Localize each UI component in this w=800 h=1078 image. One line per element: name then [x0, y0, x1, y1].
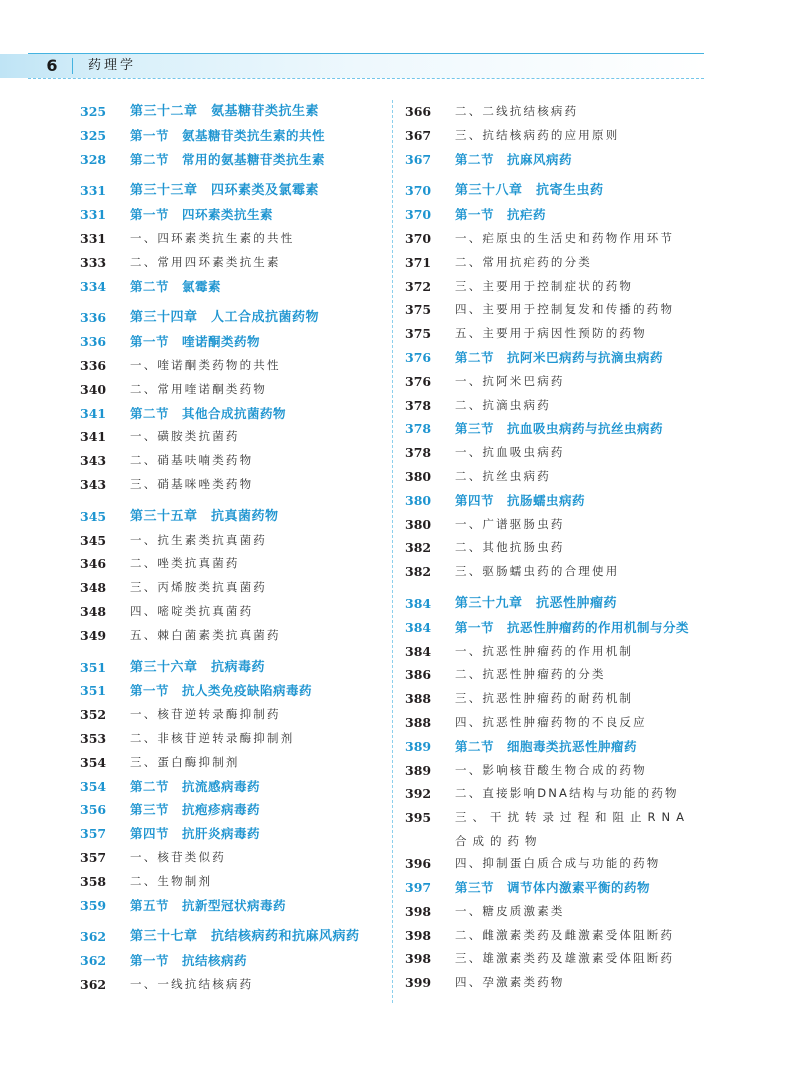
- toc-entry-title: 五、棘白菌素类抗真菌药: [130, 627, 281, 642]
- toc-entry-title: 二、直接影响DNA结构与功能的药物: [455, 786, 679, 801]
- toc-page-number: 357: [80, 849, 107, 865]
- toc-item-row: [405, 782, 723, 806]
- toc-page-number: 380: [405, 468, 432, 484]
- toc-item-row: [405, 465, 723, 489]
- toc-page-number: 380: [405, 516, 432, 532]
- toc-item-row: [405, 900, 723, 924]
- toc-entry-title: 第五节 抗新型冠状病毒药: [130, 897, 287, 913]
- toc-entry-title: 第三十七章 抗结核病药和抗麻风病药: [130, 929, 360, 945]
- toc-item-row: [80, 870, 400, 894]
- toc-item-row: [405, 663, 723, 687]
- toc-page-number: 371: [405, 254, 432, 270]
- toc-entry-title: 第一节 抗疟药: [455, 207, 547, 223]
- column-divider: [392, 100, 393, 1003]
- toc-entry-title: 一、核苷类似药: [130, 849, 226, 864]
- toc-item-row: [80, 529, 400, 553]
- toc-page-number: 398: [405, 903, 432, 919]
- toc-page-number: 331: [80, 230, 107, 246]
- toc-entry-title: 二、其他抗肠虫药: [455, 540, 565, 555]
- toc-page-number: 370: [405, 183, 432, 199]
- toc-entry-title: 三、抗恶性肿瘤药的耐药机制: [455, 691, 634, 706]
- toc-entry-title: 一、核苷逆转录酶抑制药: [130, 707, 281, 722]
- toc-page-number: 384: [405, 595, 432, 611]
- toc-entry-title: 四、抑制蛋白质合成与功能的药物: [455, 856, 661, 871]
- toc-page-number: 359: [80, 897, 107, 913]
- toc-page-number: 376: [405, 373, 432, 389]
- toc-page-number: 362: [80, 953, 107, 969]
- toc-section-row: [80, 148, 400, 172]
- toc-entry-title: 第三十八章 抗寄生虫药: [455, 183, 604, 199]
- toc-item-row: [405, 370, 723, 394]
- toc-page-number: 341: [80, 429, 107, 445]
- toc-entry-title: 第三十九章 抗恶性肿瘤药: [455, 595, 618, 611]
- toc-entry-title: 二、抗丝虫病药: [455, 468, 551, 483]
- toc-item-row: [405, 711, 723, 735]
- toc-page-number: 325: [80, 127, 107, 143]
- toc-section-row: [405, 616, 723, 640]
- toc-entry-title: 一、抗生素类抗真菌药: [130, 532, 267, 547]
- toc-chapter-row: [80, 179, 400, 203]
- toc-page-number: 351: [80, 683, 107, 699]
- toc-item-row: [80, 576, 400, 600]
- toc-page-number: 343: [80, 476, 107, 492]
- toc-page-number: 395: [405, 810, 432, 826]
- toc-item-row: [80, 251, 400, 275]
- toc-section-row: [80, 949, 400, 973]
- header-bottom-rule: [28, 78, 704, 79]
- toc-entry-title: 第一节 喹诺酮类药物: [130, 334, 261, 350]
- toc-item-row: [405, 100, 723, 124]
- toc-entry-title: 第一节 氨基糖苷类抗生素的共性: [130, 127, 326, 143]
- toc-entry-title: 四、嘧啶类抗真菌药: [130, 603, 254, 618]
- toc-section-row: [80, 894, 400, 918]
- toc-item-row: [80, 973, 400, 997]
- toc-item-row: [405, 298, 723, 322]
- toc-item-row: [405, 322, 723, 346]
- book-title: 药理学: [88, 58, 137, 73]
- toc-page-number: 340: [80, 381, 107, 397]
- toc-entry-title: 第二节 抗麻风病药: [455, 151, 573, 167]
- toc-item-row: [80, 703, 400, 727]
- toc-item-row: [80, 600, 400, 624]
- toc-section-row: [80, 330, 400, 354]
- toc-page-number: 349: [80, 627, 107, 643]
- toc-chapter-row: [80, 925, 400, 949]
- toc-page-number: 328: [80, 151, 107, 167]
- toc-page-number: 389: [405, 738, 432, 754]
- toc-section-row: [80, 679, 400, 703]
- toc-page-number: 348: [80, 580, 107, 596]
- toc-item-row: [80, 624, 400, 648]
- toc-item-row: [405, 852, 723, 876]
- toc-section-row: [405, 148, 723, 172]
- toc-page-number: 331: [80, 183, 107, 199]
- toc-entry-title: 第二节 其他合成抗菌药物: [130, 405, 287, 421]
- toc-page-number: 375: [405, 326, 432, 342]
- toc-page-number: 357: [80, 826, 107, 842]
- toc-entry-title: 二、雌激素类药及雌激素受体阻断药: [455, 927, 675, 942]
- toc-page-number: 380: [405, 492, 432, 508]
- toc-entry-title: 第三十四章 人工合成抗菌药物: [130, 310, 320, 326]
- toc-page-number: 376: [405, 349, 432, 365]
- toc-entry-title: 二、常用四环素类抗生素: [130, 254, 281, 269]
- toc-item-row: [405, 947, 723, 971]
- toc-entry-title: 第二节 氯霉素: [130, 278, 222, 294]
- toc-item-row: [405, 924, 723, 948]
- toc-entry-title: 第四节 抗肝炎病毒药: [130, 826, 261, 842]
- toc-page-number: 388: [405, 714, 432, 730]
- header-divider: [72, 58, 73, 74]
- toc-item-row: [405, 275, 723, 299]
- toc-section-row: [80, 124, 400, 148]
- toc-item-row: [405, 971, 723, 995]
- toc-page-number: 354: [80, 778, 107, 794]
- toc-entry-title: 一、糖皮质激素类: [455, 903, 565, 918]
- toc-page-number: 382: [405, 564, 432, 580]
- toc-entry-title: 一、喹诺酮类药物的共性: [130, 357, 281, 372]
- toc-item-row: [405, 251, 723, 275]
- toc-page-number: 362: [80, 976, 107, 992]
- toc-page-number: 398: [405, 927, 432, 943]
- toc-entry-title: 一、抗阿米巴病药: [455, 373, 565, 388]
- toc-entry-title: 三、蛋白酶抑制剂: [130, 754, 240, 769]
- toc-section-row: [405, 876, 723, 900]
- toc-section-row: [80, 798, 400, 822]
- toc-entry-title: 第三节 抗疱疹病毒药: [130, 802, 261, 818]
- toc-entry-title: 第三节 调节体内激素平衡的药物: [455, 879, 651, 895]
- toc-left-column: [80, 100, 400, 997]
- toc-item-row: [80, 552, 400, 576]
- toc-right-column: [405, 100, 723, 995]
- toc-page-number: 356: [80, 802, 107, 818]
- toc-entry-title: 第二节 抗阿米巴病药与抗滴虫病药: [455, 349, 664, 365]
- toc-item-row: [80, 378, 400, 402]
- toc-page-number: 372: [405, 278, 432, 294]
- toc-page-number: 325: [80, 104, 107, 119]
- toc-item-row: [405, 124, 723, 148]
- toc-entry-title: 一、磺胺类抗菌药: [130, 429, 240, 444]
- toc-item-row: [80, 425, 400, 449]
- toc-entry-title: 第一节 四环素类抗生素: [130, 207, 274, 223]
- toc-item-row: [405, 560, 723, 584]
- toc-entry-title: 第一节 抗结核病药: [130, 953, 248, 969]
- toc-entry-title: 二、硝基呋喃类药物: [130, 453, 254, 468]
- toc-page-number: 392: [405, 786, 432, 802]
- toc-page-number: 386: [405, 667, 432, 683]
- toc-entry-title: 二、抗滴虫病药: [455, 397, 551, 412]
- toc-section-row: [405, 203, 723, 227]
- toc-item-row: [80, 751, 400, 775]
- toc-item-row: [80, 846, 400, 870]
- toc-page-number: 367: [405, 127, 432, 143]
- toc-item-row: [80, 473, 400, 497]
- toc-item-row: [405, 687, 723, 711]
- toc-entry-title: 四、抗恶性肿瘤药物的不良反应: [455, 714, 647, 729]
- toc-item-row: [405, 227, 723, 251]
- toc-entry-title: 一、一线抗结核病药: [130, 976, 254, 991]
- toc-entry-title: 第一节 抗人类免疫缺陷病毒药: [130, 683, 313, 699]
- toc-page-number: 384: [405, 619, 432, 635]
- toc-entry-title: 第三十三章 四环素类及氯霉素: [130, 183, 320, 199]
- toc-entry-title: 二、生物制剂: [130, 873, 213, 888]
- toc-item-row: [405, 394, 723, 418]
- toc-item-row: [80, 227, 400, 251]
- toc-page-number: 348: [80, 603, 107, 619]
- toc-page-number: 375: [405, 302, 432, 318]
- toc-section-row: [405, 346, 723, 370]
- toc-entry-title: 一、广谱驱肠虫药: [455, 516, 565, 531]
- toc-item-row: [405, 759, 723, 783]
- toc-chapter-row: [405, 179, 723, 203]
- toc-page-number: 388: [405, 691, 432, 707]
- toc-page-number: 384: [405, 643, 432, 659]
- toc-entry-title: 三、抗结核病药的应用原则: [455, 127, 620, 142]
- toc-item-row: [405, 513, 723, 537]
- toc-page-number: 378: [405, 421, 432, 437]
- toc-page-number: 397: [405, 879, 432, 895]
- toc-entry-title: 四、孕激素类药物: [455, 975, 565, 990]
- toc-page-number: 362: [80, 929, 107, 945]
- toc-page-number: 353: [80, 730, 107, 746]
- toc-section-row: [405, 735, 723, 759]
- page-number: 6: [46, 56, 58, 75]
- toc-page-number: 346: [80, 556, 107, 572]
- toc-entry-title: 三、驱肠蠕虫药的合理使用: [455, 564, 620, 579]
- toc-entry-title: 二、常用抗疟药的分类: [455, 254, 592, 269]
- toc-entry-title: 二、非核苷逆转录酶抑制剂: [130, 730, 295, 745]
- toc-page-number: 389: [405, 762, 432, 778]
- toc-entry-title: 四、主要用于控制复发和传播的药物: [455, 302, 675, 317]
- toc-page-number: 367: [405, 151, 432, 167]
- toc-page-number: 333: [80, 254, 107, 270]
- toc-entry-title: 三、雄激素类药及雄激素受体阻断药: [455, 951, 675, 966]
- toc-page-number: 336: [80, 357, 107, 373]
- toc-entry-title: 第三十二章 氨基糖苷类抗生素: [130, 104, 320, 119]
- toc-entry-title: 一、疟原虫的生活史和药物作用环节: [455, 230, 675, 245]
- toc-page-number: 366: [405, 104, 432, 119]
- toc-section-row: [80, 203, 400, 227]
- toc-chapter-row: [80, 656, 400, 680]
- toc-entry-title: 一、影响核苷酸生物合成的药物: [455, 762, 647, 777]
- toc-section-row: [80, 822, 400, 846]
- toc-chapter-row: [80, 306, 400, 330]
- toc-page-number: 399: [405, 975, 432, 991]
- toc-page-number: 341: [80, 405, 107, 421]
- toc-page-number: 378: [405, 397, 432, 413]
- toc-section-row: [405, 489, 723, 513]
- toc-item-row: [80, 449, 400, 473]
- toc-entry-title: 五、主要用于病因性预防的药物: [455, 326, 647, 341]
- toc-entry-title: 三、硝基咪唑类药物: [130, 476, 254, 491]
- toc-entry-title: 第三十六章 抗病毒药: [130, 659, 266, 675]
- toc-page-number: 351: [80, 659, 107, 675]
- toc-page-number: 345: [80, 532, 107, 548]
- toc-page-number: 334: [80, 278, 107, 294]
- toc-item-row: [80, 727, 400, 751]
- toc-section-row: [80, 275, 400, 299]
- toc-page-number: 336: [80, 334, 107, 350]
- toc-page-number: 370: [405, 230, 432, 246]
- toc-page-number: 343: [80, 453, 107, 469]
- toc-item-row: [405, 536, 723, 560]
- toc-page-number: 352: [80, 707, 107, 723]
- toc-chapter-row: [405, 592, 723, 616]
- toc-page-number: 358: [80, 873, 107, 889]
- toc-entry-title: 一、抗血吸虫病药: [455, 445, 565, 460]
- toc-entry-title: 一、四环素类抗生素的共性: [130, 230, 295, 245]
- toc-page-number: 378: [405, 445, 432, 461]
- toc-entry-title: 二、常用喹诺酮类药物: [130, 381, 267, 396]
- toc-entry-title: 三、干扰转录过程和阻止RNA合成的药物: [455, 810, 690, 848]
- toc-page-number: 354: [80, 754, 107, 770]
- toc-item-row: [405, 640, 723, 664]
- toc-entry-title: 第三节 抗血吸虫病药与抗丝虫病药: [455, 421, 664, 437]
- toc-section-row: [405, 417, 723, 441]
- toc-entry-title: 二、二线抗结核病药: [455, 104, 579, 118]
- toc-entry-title: 第二节 细胞毒类抗恶性肿瘤药: [455, 738, 638, 754]
- toc-page-number: 331: [80, 207, 107, 223]
- toc-page-number: 336: [80, 310, 107, 326]
- toc-chapter-row: [80, 505, 400, 529]
- toc-item-row: [80, 354, 400, 378]
- toc-entry-title: 二、唑类抗真菌药: [130, 556, 240, 571]
- toc-item-row: [405, 806, 723, 852]
- toc-entry-title: 第二节 抗流感病毒药: [130, 778, 261, 794]
- toc-section-row: [80, 402, 400, 426]
- toc-entry-title: 三、主要用于控制症状的药物: [455, 278, 634, 293]
- toc-entry-title: 第三十五章 抗真菌药物: [130, 508, 279, 524]
- toc-entry-title: 一、抗恶性肿瘤药的作用机制: [455, 643, 634, 658]
- toc-entry-title: 第二节 常用的氨基糖苷类抗生素: [130, 151, 326, 167]
- toc-section-row: [80, 775, 400, 799]
- toc-entry-title: 第一节 抗恶性肿瘤药的作用机制与分类: [455, 619, 690, 635]
- toc-page-number: 382: [405, 540, 432, 556]
- toc-page-number: 345: [80, 508, 107, 524]
- toc-entry-title: 三、丙烯胺类抗真菌药: [130, 580, 267, 595]
- toc-page-number: 396: [405, 856, 432, 872]
- toc-item-row: [405, 441, 723, 465]
- toc-entry-title: 二、抗恶性肿瘤药的分类: [455, 667, 606, 682]
- toc-chapter-row: [80, 100, 400, 124]
- toc-page-number: 370: [405, 207, 432, 223]
- header-top-rule: [28, 53, 704, 54]
- toc-entry-title: 第四节 抗肠蠕虫病药: [455, 492, 586, 508]
- toc-page-number: 398: [405, 951, 432, 967]
